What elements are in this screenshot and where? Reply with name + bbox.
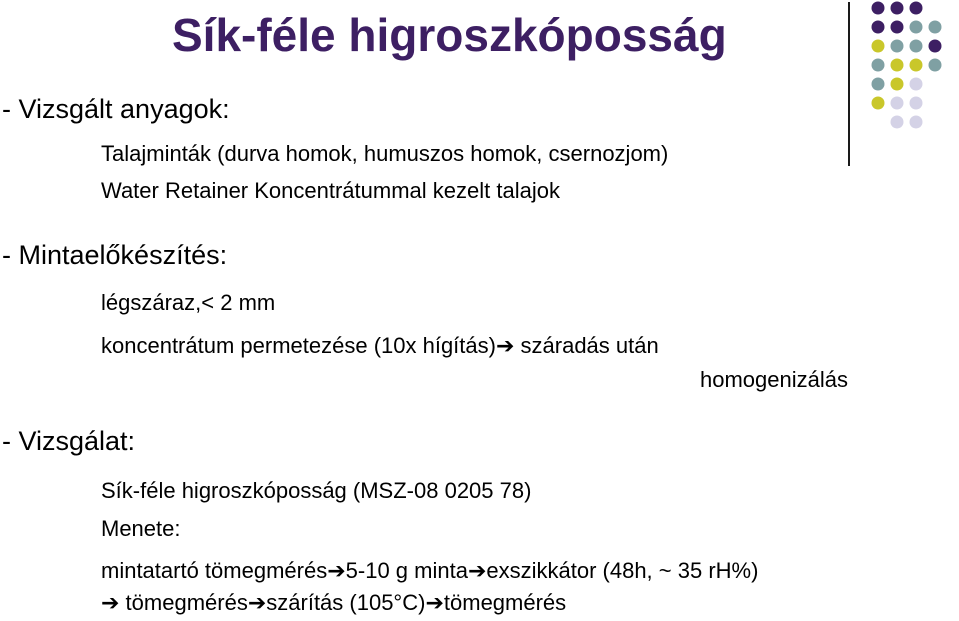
decoration-dot [872,21,885,34]
decoration-dot [891,40,904,53]
decoration-dot [891,21,904,34]
materials-item-soil-samples: Talajminták (durva homok, humuszos homok, csernozjom) [101,141,669,166]
test-method: Sík-féle higroszkóposság (MSZ-08 0205 78) [101,478,532,503]
step-weighing2-text: tömegmérés [119,590,248,615]
decoration-dot [891,2,904,15]
decoration-dot [910,21,923,34]
decoration-dot [929,40,942,53]
decoration-dot [891,97,904,110]
decoration-dot [872,40,885,53]
step-drying-text: szárítás (105°C) [266,590,426,615]
step-sample-text: 5-10 g minta [345,558,468,583]
decoration-dot [910,97,923,110]
step-desiccator-text: exszikkátor (48h, ~ 35 rH%) [486,558,759,583]
arrow-right-icon: ➔ [495,333,515,358]
decoration-dot [910,2,923,15]
decoration-dot [891,59,904,72]
dot-grid-decoration-icon [860,0,959,150]
step-weighing-text: mintatartó tömegmérés [101,558,328,583]
decoration-dot [910,116,923,129]
decoration-dot [872,59,885,72]
decoration-dot [872,2,885,15]
divider-line [848,2,850,166]
preparation-homogenization: homogenizálás [700,367,848,392]
decoration-dot [929,59,942,72]
arrow-right-icon: ➔ [247,590,267,615]
decoration-dot [929,21,942,34]
test-procedure-step1 [101,560,758,582]
decoration-dot [910,78,923,91]
arrow-right-icon: ➔ [467,558,487,583]
step-weighing3-text: tömegmérés [443,590,567,615]
preparation-spraying-text: koncentrátum permetezése (10x hígítás) [101,333,496,358]
preparation-item-air-dry: légszáraz,< 2 mm [101,290,276,315]
section-heading-materials: - Vizsgált anyagok: [2,94,230,124]
decoration-dot [872,78,885,91]
section-heading-test: - Vizsgálat: [2,426,136,456]
test-procedure-label: Menete: [101,516,181,541]
section-heading-preparation: - Mintaelőkészítés: [2,240,228,270]
decoration-dot [891,116,904,129]
arrow-right-icon: ➔ [101,590,120,615]
test-procedure-step2 [101,592,566,614]
preparation-item-spraying [101,335,659,357]
arrow-right-icon: ➔ [425,590,444,615]
materials-item-water-retainer: Water Retainer Koncentrátummal kezelt talajok [101,178,560,203]
decoration-dot [891,78,904,91]
arrow-right-icon: ➔ [327,558,346,583]
decoration-dot [910,40,923,53]
decoration-dot [910,59,923,72]
decoration-dot [872,97,885,110]
preparation-drying-text: száradás után [514,333,659,358]
slide-title: Sík-féle higroszkóposság [172,9,727,61]
